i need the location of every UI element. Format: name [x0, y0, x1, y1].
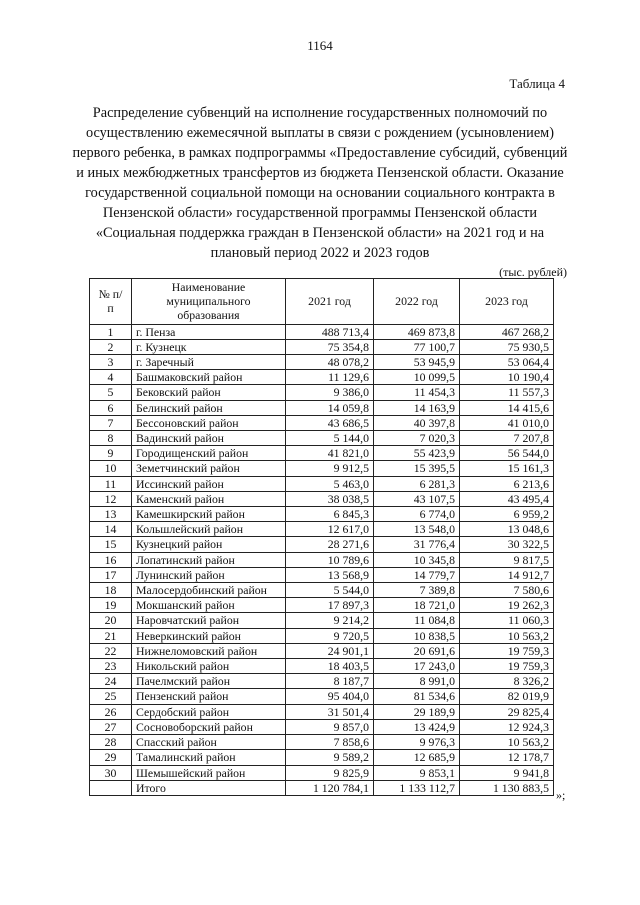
- table-label: Таблица 4: [509, 76, 565, 91]
- value-2021: 7 858,6: [286, 735, 374, 750]
- value-2021: 17 897,3: [286, 598, 374, 613]
- table-row: [90, 339, 554, 354]
- municipality-name: Мокшанский район: [132, 598, 286, 613]
- municipality-name: Башмаковский район: [132, 370, 286, 385]
- table-row: [90, 628, 554, 643]
- total-municipality-name: Итого: [132, 780, 286, 795]
- value-2022: 17 243,0: [374, 659, 460, 674]
- value-2023: 6 213,6: [460, 476, 554, 491]
- row-number: 4: [90, 370, 132, 385]
- value-2022: 9 976,3: [374, 735, 460, 750]
- row-number: 10: [90, 461, 132, 476]
- row-number: 30: [90, 765, 132, 780]
- value-2022: 11 454,3: [374, 385, 460, 400]
- municipality-name: Кольшлейский район: [132, 522, 286, 537]
- value-2023: 467 268,2: [460, 324, 554, 339]
- value-2022: 10 099,5: [374, 370, 460, 385]
- row-number: 5: [90, 385, 132, 400]
- row-number: 15: [90, 537, 132, 552]
- value-2021: 6 845,3: [286, 507, 374, 522]
- value-2021: 9 386,0: [286, 385, 374, 400]
- row-number: 6: [90, 400, 132, 415]
- value-2021: 48 078,2: [286, 355, 374, 370]
- table-row: [90, 415, 554, 430]
- value-2022: 29 189,9: [374, 704, 460, 719]
- table-row: [90, 385, 554, 400]
- value-2023: 82 019,9: [460, 689, 554, 704]
- municipality-name: Наровчатский район: [132, 613, 286, 628]
- value-2023: 13 048,6: [460, 522, 554, 537]
- value-2023: 19 759,3: [460, 659, 554, 674]
- value-2023: 56 544,0: [460, 446, 554, 461]
- value-2021: 5 463,0: [286, 476, 374, 491]
- municipality-name: Бековский район: [132, 385, 286, 400]
- value-2021: 488 713,4: [286, 324, 374, 339]
- row-number: 24: [90, 674, 132, 689]
- value-2022: 40 397,8: [374, 415, 460, 430]
- value-2021: 9 912,5: [286, 461, 374, 476]
- value-2023: 43 495,4: [460, 491, 554, 506]
- value-2021: 12 617,0: [286, 522, 374, 537]
- value-2022: 7 020,3: [374, 431, 460, 446]
- municipality-name: Неверкинский район: [132, 628, 286, 643]
- row-number: 14: [90, 522, 132, 537]
- value-2023: 15 161,3: [460, 461, 554, 476]
- value-2023: 6 959,2: [460, 507, 554, 522]
- municipality-name: Никольский район: [132, 659, 286, 674]
- value-2022: 10 345,8: [374, 552, 460, 567]
- municipality-name: Пензенский район: [132, 689, 286, 704]
- value-2021: 43 686,5: [286, 415, 374, 430]
- municipality-name: Нижнеломовский район: [132, 643, 286, 658]
- value-2023: 10 563,2: [460, 735, 554, 750]
- row-number: 26: [90, 704, 132, 719]
- row-number: 2: [90, 339, 132, 354]
- table-row: [90, 324, 554, 339]
- value-2021: 8 187,7: [286, 674, 374, 689]
- row-number: 21: [90, 628, 132, 643]
- value-2021: 9 825,9: [286, 765, 374, 780]
- table-row: [90, 522, 554, 537]
- value-2021: 41 821,0: [286, 446, 374, 461]
- value-2022: 13 424,9: [374, 719, 460, 734]
- value-2021: 75 354,8: [286, 339, 374, 354]
- table-row: [90, 537, 554, 552]
- row-number: 17: [90, 567, 132, 582]
- header-name: [132, 279, 286, 325]
- value-2023: 12 178,7: [460, 750, 554, 765]
- value-2021: 24 901,1: [286, 643, 374, 658]
- total-row: [90, 780, 554, 795]
- row-number: 3: [90, 355, 132, 370]
- value-2021: 10 789,6: [286, 552, 374, 567]
- row-number: 12: [90, 491, 132, 506]
- value-2023: 10 190,4: [460, 370, 554, 385]
- row-number: 9: [90, 446, 132, 461]
- municipality-name: Пачелмский район: [132, 674, 286, 689]
- table-row: [90, 643, 554, 658]
- value-2021: 95 404,0: [286, 689, 374, 704]
- value-2022: 15 395,5: [374, 461, 460, 476]
- value-2023: 12 924,3: [460, 719, 554, 734]
- value-2022: 8 991,0: [374, 674, 460, 689]
- table-row: [90, 431, 554, 446]
- row-number: 7: [90, 415, 132, 430]
- header-num-text: № п/п: [98, 287, 123, 316]
- row-number: 1: [90, 324, 132, 339]
- table-row: [90, 370, 554, 385]
- header-name-text: Наименование муниципального образования: [166, 280, 251, 323]
- municipality-name: Шемышейский район: [132, 765, 286, 780]
- value-2022: 43 107,5: [374, 491, 460, 506]
- municipality-name: г. Пенза: [132, 324, 286, 339]
- closing-mark: »;: [556, 788, 566, 802]
- municipality-name: Белинский район: [132, 400, 286, 415]
- municipality-name: Спасский район: [132, 735, 286, 750]
- value-2022: 6 281,3: [374, 476, 460, 491]
- value-2023: 29 825,4: [460, 704, 554, 719]
- total-value-2022: 1 133 112,7: [374, 780, 460, 795]
- value-2023: 41 010,0: [460, 415, 554, 430]
- row-number: 25: [90, 689, 132, 704]
- value-2023: 14 912,7: [460, 567, 554, 582]
- value-2023: 7 207,8: [460, 431, 554, 446]
- document-title: Распределение субвенций на исполнение государственных полномочий по осуществлению ежемесячной выплаты в связи с рождением (усыновлением) первого ребенка, в рамках подпрограммы «Предоставление субсидий, субвенций и иных межбюджетных трансфертов из бюджета Пензенской области. Оказание государственной социальной помощи на основании социального контракта в Пензенской области» государственной программы Пензенской области «Социальная поддержка граждан в Пензенской области» на 2021 год и на плановый период 2022 и 2023 годов: [72, 105, 568, 261]
- value-2021: 14 059,8: [286, 400, 374, 415]
- municipality-name: Камешкирский район: [132, 507, 286, 522]
- table-row: [90, 719, 554, 734]
- row-number: 13: [90, 507, 132, 522]
- municipality-name: Иссинский район: [132, 476, 286, 491]
- value-2022: 13 548,0: [374, 522, 460, 537]
- value-2023: 30 322,5: [460, 537, 554, 552]
- municipality-name: г. Кузнецк: [132, 339, 286, 354]
- table-row: [90, 689, 554, 704]
- total-row-number: [90, 780, 132, 795]
- value-2022: 7 389,8: [374, 583, 460, 598]
- value-2022: 12 685,9: [374, 750, 460, 765]
- row-number: 29: [90, 750, 132, 765]
- value-2023: 9 941,8: [460, 765, 554, 780]
- value-2023: 11 557,3: [460, 385, 554, 400]
- page-number: 1164: [307, 38, 333, 53]
- header-num: [90, 279, 132, 325]
- value-2022: 14 779,7: [374, 567, 460, 582]
- value-2021: 38 038,5: [286, 491, 374, 506]
- value-2023: 14 415,6: [460, 400, 554, 415]
- units-label: (тыс. рублей): [499, 265, 567, 279]
- header-2021: 2021 год: [286, 279, 374, 325]
- value-2023: 53 064,4: [460, 355, 554, 370]
- table-row: [90, 750, 554, 765]
- municipality-name: г. Заречный: [132, 355, 286, 370]
- value-2021: 9 589,2: [286, 750, 374, 765]
- table-header-row: [90, 279, 554, 325]
- row-number: 27: [90, 719, 132, 734]
- value-2022: 31 776,4: [374, 537, 460, 552]
- value-2021: 9 857,0: [286, 719, 374, 734]
- municipality-name: Сердобский район: [132, 704, 286, 719]
- table-row: [90, 598, 554, 613]
- table-row: [90, 735, 554, 750]
- value-2022: 53 945,9: [374, 355, 460, 370]
- table-row: [90, 355, 554, 370]
- table-row: [90, 400, 554, 415]
- value-2021: 9 720,5: [286, 628, 374, 643]
- value-2021: 28 271,6: [286, 537, 374, 552]
- value-2023: 19 262,3: [460, 598, 554, 613]
- value-2022: 55 423,9: [374, 446, 460, 461]
- header-2023: 2023 год: [460, 279, 554, 325]
- table-row: [90, 613, 554, 628]
- value-2021: 18 403,5: [286, 659, 374, 674]
- total-value-2023: 1 130 883,5: [460, 780, 554, 795]
- municipality-name: Бессоновский район: [132, 415, 286, 430]
- header-2022: 2022 год: [374, 279, 460, 325]
- value-2021: 13 568,9: [286, 567, 374, 582]
- table-row: [90, 552, 554, 567]
- row-number: 18: [90, 583, 132, 598]
- subvention-table: [89, 278, 554, 796]
- table-row: [90, 446, 554, 461]
- value-2022: 14 163,9: [374, 400, 460, 415]
- table-row: [90, 674, 554, 689]
- table-body: [90, 324, 554, 795]
- value-2022: 20 691,6: [374, 643, 460, 658]
- municipality-name: Малосердобинский район: [132, 583, 286, 598]
- municipality-name: Тамалинский район: [132, 750, 286, 765]
- value-2022: 10 838,5: [374, 628, 460, 643]
- value-2022: 6 774,0: [374, 507, 460, 522]
- row-number: 11: [90, 476, 132, 491]
- value-2021: 5 144,0: [286, 431, 374, 446]
- row-number: 22: [90, 643, 132, 658]
- value-2023: 19 759,3: [460, 643, 554, 658]
- value-2021: 5 544,0: [286, 583, 374, 598]
- table-row: [90, 583, 554, 598]
- row-number: 28: [90, 735, 132, 750]
- value-2023: 11 060,3: [460, 613, 554, 628]
- value-2022: 11 084,8: [374, 613, 460, 628]
- municipality-name: Вадинский район: [132, 431, 286, 446]
- value-2023: 75 930,5: [460, 339, 554, 354]
- row-number: 8: [90, 431, 132, 446]
- value-2022: 9 853,1: [374, 765, 460, 780]
- table-row: [90, 659, 554, 674]
- value-2022: 469 873,8: [374, 324, 460, 339]
- value-2023: 9 817,5: [460, 552, 554, 567]
- value-2021: 11 129,6: [286, 370, 374, 385]
- table-row: [90, 491, 554, 506]
- table-row: [90, 507, 554, 522]
- municipality-name: Каменский район: [132, 491, 286, 506]
- municipality-name: Кузнецкий район: [132, 537, 286, 552]
- municipality-name: Земетчинский район: [132, 461, 286, 476]
- table-row: [90, 765, 554, 780]
- municipality-name: Сосновоборский район: [132, 719, 286, 734]
- municipality-name: Лопатинский район: [132, 552, 286, 567]
- value-2023: 8 326,2: [460, 674, 554, 689]
- municipality-name: Лунинский район: [132, 567, 286, 582]
- value-2023: 7 580,6: [460, 583, 554, 598]
- value-2022: 81 534,6: [374, 689, 460, 704]
- row-number: 19: [90, 598, 132, 613]
- table-row: [90, 476, 554, 491]
- row-number: 20: [90, 613, 132, 628]
- value-2022: 18 721,0: [374, 598, 460, 613]
- value-2021: 9 214,2: [286, 613, 374, 628]
- municipality-name: Городищенский район: [132, 446, 286, 461]
- row-number: 23: [90, 659, 132, 674]
- table-row: [90, 567, 554, 582]
- table-row: [90, 704, 554, 719]
- value-2021: 31 501,4: [286, 704, 374, 719]
- value-2023: 10 563,2: [460, 628, 554, 643]
- table-row: [90, 461, 554, 476]
- total-value-2021: 1 120 784,1: [286, 780, 374, 795]
- value-2022: 77 100,7: [374, 339, 460, 354]
- row-number: 16: [90, 552, 132, 567]
